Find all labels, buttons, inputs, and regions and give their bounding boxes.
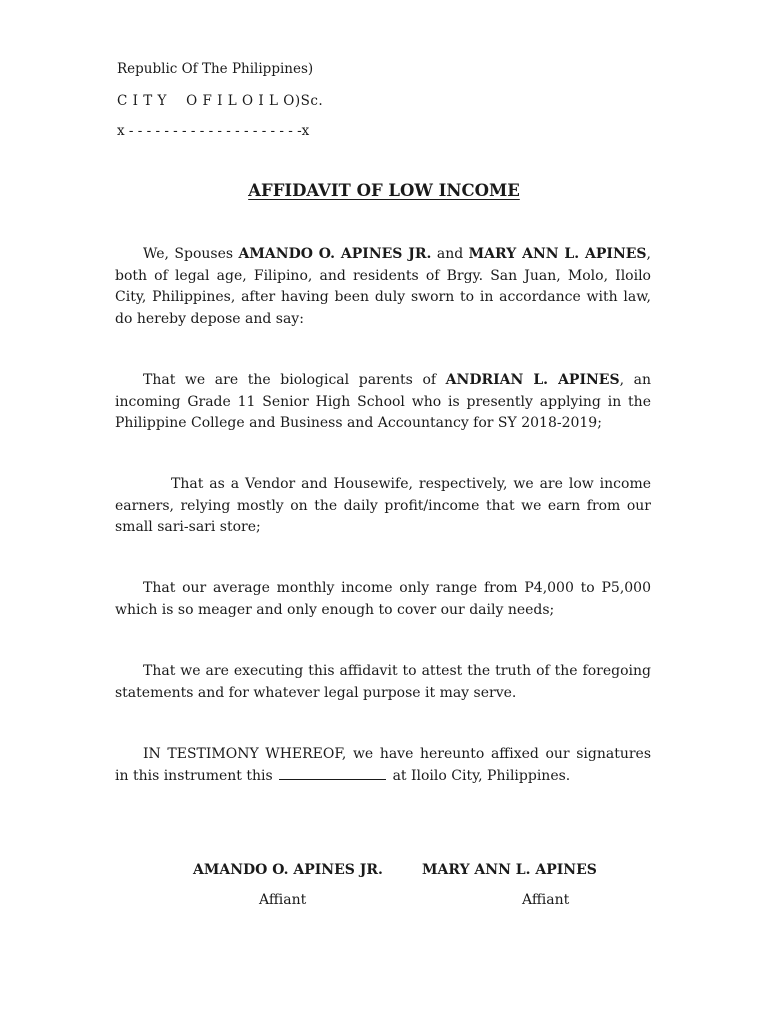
date-blank-line[interactable] xyxy=(279,766,386,780)
parents-prefix: That we are the biological parents of xyxy=(143,372,446,388)
vendor-text: That as a Vendor and Housewife, respectively, we are low income earners, relying mostly on the daily profit/income that we earn from our small sari-sari store; xyxy=(115,476,651,535)
caption-divider: x - - - - - - - - - - - - - - - - - - - -x xyxy=(117,123,310,139)
paragraph-executing xyxy=(115,661,651,704)
testimony-prefix: IN TESTIMONY WHEREOF, we have hereunto affixed our signatures in this instrument this xyxy=(115,746,651,784)
intro-rest: , both of legal age, Filipino, and residents of Brgy. San Juan, Molo, Iloilo City, Philippines, after having been duly sworn to in accordance with law, do hereby depose and say: xyxy=(115,246,651,327)
signatory-name-mary-ann: MARY ANN L. APINES xyxy=(422,862,597,878)
paragraph-parents xyxy=(115,370,651,435)
intro-prefix: We, Spouses xyxy=(143,246,239,262)
paragraph-income xyxy=(115,578,651,621)
income-text: That our average monthly income only range from P4,000 to P5,000 which is so meager and only enough to cover our daily needs; xyxy=(115,580,651,618)
signatory-name-amando: AMANDO O. APINES JR. xyxy=(193,862,383,878)
spouse-2-name: MARY ANN L. APINES xyxy=(468,246,647,262)
paragraph-intro xyxy=(115,244,651,330)
caption-city: C I T Y O F I L O I L O)Sc. xyxy=(117,93,324,109)
caption-republic: Republic Of The Philippines) xyxy=(117,61,314,77)
paragraph-testimony xyxy=(115,744,651,787)
signatory-role-amando: Affiant xyxy=(259,892,307,908)
child-name: ANDRIAN L. APINES xyxy=(445,372,620,388)
testimony-suffix: at Iloilo City, Philippines. xyxy=(388,767,571,784)
intro-and: and xyxy=(431,246,469,262)
paragraph-vendor xyxy=(115,474,651,539)
executing-text: That we are executing this affidavit to attest the truth of the foregoing statements and for whatever legal purpose it may serve. xyxy=(115,663,651,701)
document-title: AFFIDAVIT OF LOW INCOME xyxy=(248,181,520,200)
spouse-1-name: AMANDO O. APINES JR. xyxy=(238,246,432,262)
signatory-role-mary-ann: Affiant xyxy=(522,892,570,908)
parents-rest: , an incoming Grade 11 Senior High School who is presently applying in the Philippine College and Business and Accountancy for SY 2018-2019; xyxy=(115,372,652,431)
